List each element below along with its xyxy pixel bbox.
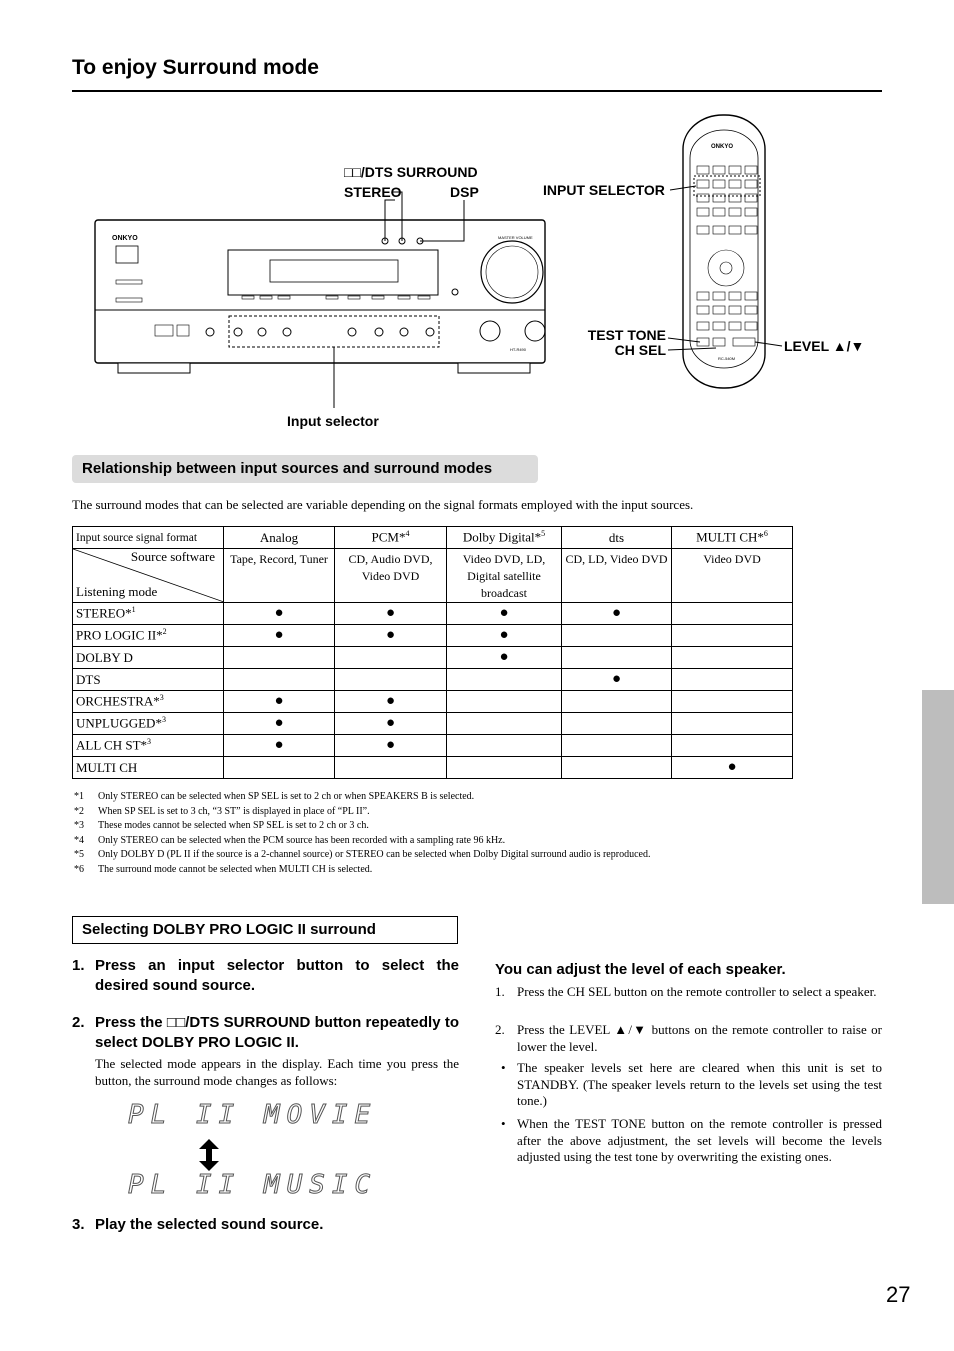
mark-cell <box>224 669 335 691</box>
receiver-remote-illustration <box>0 100 954 440</box>
table-row <box>73 669 793 691</box>
mark-cell <box>672 603 793 625</box>
table-header-row <box>73 527 793 549</box>
mark-cell <box>335 757 447 779</box>
page-title: To enjoy Surround mode <box>72 56 319 79</box>
right-item: • When the TEST TONE button on the remote controller is pressed after the above adjustment, the set levels will become the levels adjusted using the test tone by overwriting the existing ones. <box>501 1116 882 1165</box>
right-heading: You can adjust the level of each speaker. <box>495 961 786 978</box>
step-text: Play the selected sound source. <box>95 1216 324 1233</box>
mode-rows <box>73 603 793 779</box>
mark-cell <box>672 625 793 647</box>
receiver-foot-right <box>458 363 530 373</box>
corner-source-software: Source software <box>130 549 215 564</box>
master-volume-label: MASTER VOLUME <box>498 235 533 240</box>
mark-cell <box>562 735 672 757</box>
mark-cell: ● <box>335 735 447 757</box>
footnote: *5 Only DOLBY D (PL II if the source is a 2-channel source) or STEREO can be selected when Dolby Digital surround audio is reproduced. <box>74 849 651 860</box>
software-cell: Video DVD, LD, Digital satellite broadcast <box>447 549 562 603</box>
section-heading-relationship: Relationship between input sources and surround modes <box>72 455 538 483</box>
mode-cell: DTS <box>73 669 224 691</box>
mode-cell: DOLBY D <box>73 647 224 669</box>
mark-cell <box>672 691 793 713</box>
receiver-brand: ONKYO <box>112 235 138 242</box>
right-item: 1. Press the CH SEL button on the remote controller to select a speaker. <box>495 984 877 999</box>
side-tab <box>922 690 954 904</box>
table-row <box>73 625 793 647</box>
mark-cell: ● <box>224 625 335 647</box>
mark-cell: ● <box>224 691 335 713</box>
step-2 <box>72 1013 459 1053</box>
mark-cell <box>562 713 672 735</box>
mark-cell <box>672 647 793 669</box>
mode-cell: ORCHESTRA*$^3$ <box>73 691 224 713</box>
col-header: Analog <box>224 527 335 549</box>
callout-stereo: STEREO <box>344 184 402 200</box>
mark-cell <box>672 735 793 757</box>
mark-cell <box>447 691 562 713</box>
mark-cell: ● <box>672 757 793 779</box>
mark-cell: ● <box>335 713 447 735</box>
callout-input-selector-remote: INPUT SELECTOR <box>543 182 665 198</box>
mark-cell <box>224 757 335 779</box>
surround-mode-table <box>72 526 793 779</box>
remote-model: RC-540M <box>718 356 736 361</box>
callout-ch-sel: CH SEL <box>614 342 666 358</box>
mark-cell <box>562 647 672 669</box>
table-row <box>73 603 793 625</box>
col-header: Dolby Digital*$^5$ <box>447 527 562 549</box>
mark-cell <box>672 669 793 691</box>
table-software-row <box>73 549 793 603</box>
callout-dsp: DSP <box>450 184 479 200</box>
title-rule <box>72 90 882 92</box>
remote-body <box>683 115 765 388</box>
mark-cell <box>447 669 562 691</box>
section-heading-pro-logic: Selecting DOLBY PRO LOGIC II surround <box>72 916 458 944</box>
mark-cell: ● <box>562 603 672 625</box>
mark-cell: ● <box>224 735 335 757</box>
callout-test-tone: TEST TONE <box>587 327 666 343</box>
receiver-foot-left <box>118 363 190 373</box>
software-cell: Tape, Record, Tuner <box>224 549 335 603</box>
mark-cell <box>447 735 562 757</box>
col-header: MULTI CH*$^6$ <box>672 527 793 549</box>
mode-cell: UNPLUGGED*$^3$ <box>73 713 224 735</box>
step-number: 2. <box>72 1014 85 1031</box>
footnote: *1 Only STEREO can be selected when SP SEL is set to 2 ch or when SPEAKERS B is selected. <box>74 791 475 802</box>
mark-cell <box>224 647 335 669</box>
mark-cell: ● <box>562 669 672 691</box>
mark-cell <box>562 691 672 713</box>
mode-cell: ALL CH ST*$^3$ <box>73 735 224 757</box>
display-mode-music: PL II MUSIC <box>128 1170 378 1200</box>
step-number: 1. <box>72 957 85 974</box>
step-1 <box>72 956 459 996</box>
corner-signal-format: Input source signal format <box>73 527 224 549</box>
receiver-model: HT-R490 <box>510 347 527 352</box>
mark-cell <box>447 713 562 735</box>
corner-diagonal-cell <box>73 549 224 603</box>
mode-cell: STEREO*$^1$ <box>73 603 224 625</box>
table-row <box>73 757 793 779</box>
mark-cell <box>562 625 672 647</box>
mark-cell <box>335 647 447 669</box>
callout-input-selector-unit: Input selector <box>287 413 379 429</box>
software-cell: CD, Audio DVD, Video DVD <box>335 549 447 603</box>
footnote: *3 These modes cannot be selected when SP SEL is set to 2 ch or 3 ch. <box>74 820 369 831</box>
step-text: Press the □□/DTS SURROUND button repeatedly to select DOLBY PRO LOGIC II. <box>95 1014 459 1051</box>
mark-cell: ● <box>224 713 335 735</box>
mark-cell: ● <box>335 603 447 625</box>
table-row <box>73 691 793 713</box>
callout-level: LEVEL ▲/▼ <box>784 338 865 354</box>
mode-cell: MULTI CH <box>73 757 224 779</box>
mode-cell: PRO LOGIC II*$^2$ <box>73 625 224 647</box>
mark-cell: ● <box>447 647 562 669</box>
footnote: *4 Only STEREO can be selected when the PCM source has been recorded with a sampling rate 96 kHz. <box>74 834 506 846</box>
mark-cell: ● <box>224 603 335 625</box>
software-cell: CD, LD, Video DVD <box>562 549 672 603</box>
corner-listening-mode: Listening mode <box>76 584 158 599</box>
mark-cell <box>335 669 447 691</box>
mark-cell <box>562 757 672 779</box>
table-row <box>73 647 793 669</box>
mark-cell: ● <box>335 691 447 713</box>
footnote: *6 The surround mode cannot be selected when MULTI CH is selected. <box>74 863 373 875</box>
step-number: 3. <box>72 1216 85 1233</box>
mark-cell: ● <box>447 603 562 625</box>
table-row <box>73 735 793 757</box>
toggle-arrow-icon <box>198 1139 220 1171</box>
mark-cell: ● <box>335 625 447 647</box>
mark-cell: ● <box>447 625 562 647</box>
remote-brand: ONKYO <box>711 144 734 150</box>
right-item: • The speaker levels set here are cleared when this unit is set to STANDBY. (The speaker levels return to the levels set using the test tone.) <box>501 1060 882 1109</box>
mark-cell <box>447 757 562 779</box>
table-row <box>73 713 793 735</box>
callout-dts-surround: □□/DTS SURROUND <box>344 164 478 180</box>
right-item: 2. Press the LEVEL ▲/▼ buttons on the remote controller to raise or lower the level. <box>495 1022 882 1054</box>
col-header: PCM*$^4$ <box>335 527 447 549</box>
step-3 <box>72 1215 459 1235</box>
page-number: 27 <box>886 1282 911 1307</box>
footnote: *2 When SP SEL is set to 3 ch, “3 ST” is displayed in place of “PL II”. <box>74 805 370 817</box>
mark-cell <box>672 713 793 735</box>
section-intro: The surround modes that can be selected are variable depending on the signal formats employed with the input sources. <box>72 497 694 512</box>
step-2-detail: The selected mode appears in the display. Each time you press the button, the surround mode changes as follows: <box>95 1056 459 1088</box>
step-text: Press an input selector button to select the desired sound source. <box>95 957 459 994</box>
display-mode-movie: PL II MOVIE <box>128 1100 378 1130</box>
software-cell: Video DVD <box>672 549 793 603</box>
col-header: dts <box>562 527 672 549</box>
receiver-body <box>95 220 545 363</box>
